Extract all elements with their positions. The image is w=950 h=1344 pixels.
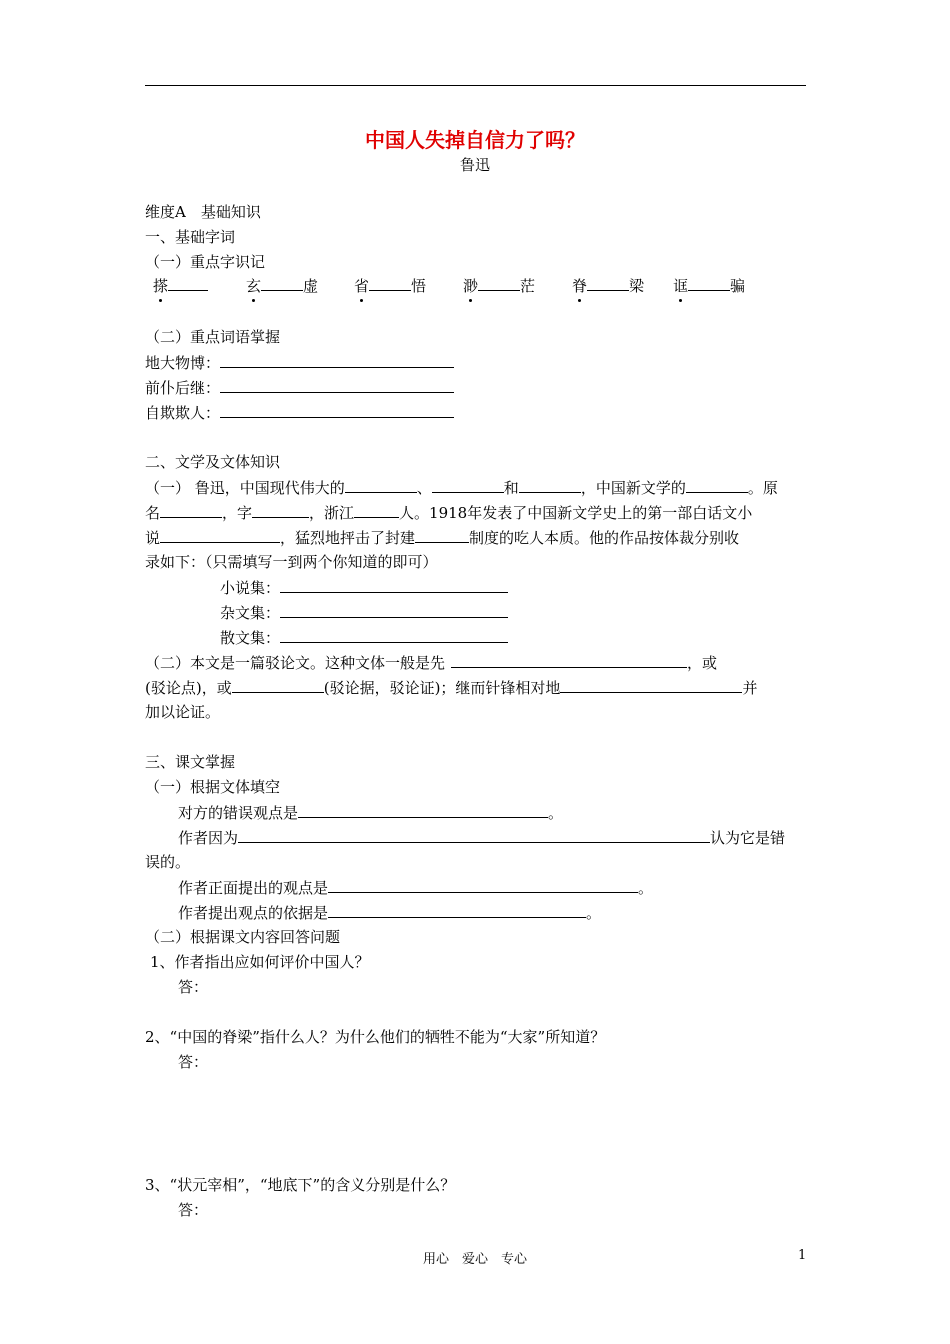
- text: 。: [586, 904, 602, 922]
- fill-line: [178, 877, 653, 898]
- term-label: 地大物博：: [145, 354, 221, 372]
- blank: [328, 902, 586, 918]
- blank: [280, 577, 508, 593]
- subsection-heading: （二）根据课文内容回答问题: [145, 928, 341, 946]
- page-number: 1: [798, 1248, 807, 1263]
- paragraph-line: [145, 502, 752, 523]
- blank: [160, 527, 280, 543]
- char-tail: 悟: [411, 277, 427, 295]
- blank: [519, 477, 581, 493]
- term-item: [145, 377, 454, 398]
- char-tail: 茫: [520, 277, 536, 295]
- blank: [688, 275, 730, 291]
- char-tail: 梁: [629, 277, 645, 295]
- text: 说: [145, 529, 161, 547]
- dotted-char: 省: [354, 277, 370, 295]
- text: （二）本文是一篇驳论文。这种文体一般是先: [145, 654, 446, 672]
- char-item: [246, 275, 318, 296]
- text: （一） 鲁迅，中国现代伟大的: [145, 479, 345, 497]
- text: 、: [416, 479, 432, 497]
- subsection-heading: （一）重点字识记: [145, 253, 266, 271]
- text: 作者提出观点的依据是: [178, 904, 329, 922]
- char-item: [354, 275, 426, 296]
- text: 并: [742, 679, 758, 697]
- text: 。原: [747, 479, 778, 497]
- header-rule: [145, 85, 806, 86]
- text: 。: [548, 804, 564, 822]
- section-3-heading: 三、课文掌握: [145, 753, 236, 771]
- text: ，浙江: [309, 504, 355, 522]
- page-title: 中国人失掉自信力了吗？: [365, 128, 585, 152]
- section-1-heading: 一、基础字词: [145, 228, 236, 246]
- paragraph-line: [145, 677, 757, 698]
- dotted-char: 玄: [246, 277, 262, 295]
- fill-line: [178, 802, 563, 823]
- blank: [168, 275, 208, 291]
- fill-line: [178, 827, 785, 848]
- blank: [160, 502, 222, 518]
- blank: [220, 402, 454, 418]
- char-tail: 虚: [303, 277, 319, 295]
- answer-label: 答：: [178, 1201, 209, 1219]
- subsection-heading: （一）根据文体填空: [145, 778, 281, 796]
- section-2-heading: 二、文学及文体知识: [145, 453, 281, 471]
- text: 。: [638, 879, 654, 897]
- blank: [220, 352, 454, 368]
- blank: [415, 527, 469, 543]
- blank: [261, 275, 303, 291]
- answer-label: 答：: [178, 1053, 209, 1071]
- text: 制度的吃人本质。他的作品按体裁分别收: [469, 529, 740, 547]
- blank: [280, 627, 508, 643]
- blank: [220, 377, 454, 393]
- blank: [298, 802, 548, 818]
- term-item: [145, 402, 454, 423]
- blank: [252, 502, 309, 518]
- blank: [587, 275, 629, 291]
- blank: [369, 275, 411, 291]
- dotted-char: 渺: [463, 277, 479, 295]
- question-3: 3、“状元宰相”，“地底下”的含义分别是什么？: [145, 1176, 456, 1194]
- text: 作者正面提出的观点是: [178, 879, 329, 897]
- char-item: [463, 275, 535, 296]
- blank: [686, 477, 748, 493]
- collection-label: 小说集：: [220, 579, 281, 597]
- collection-item: [220, 577, 508, 598]
- text: ，中国新文学的: [580, 479, 686, 497]
- text: (驳论据，驳论证)；继而针锋相对地: [323, 679, 561, 697]
- text: 作者因为: [178, 829, 239, 847]
- page-footer: 用心 爱心 专心: [422, 1252, 527, 1267]
- paragraph-line: 加以论证。: [145, 703, 221, 721]
- text: 对方的错误观点是: [178, 804, 299, 822]
- blank: [451, 652, 687, 668]
- text: (驳论点)，或: [145, 679, 232, 697]
- text: 认为它是错: [710, 829, 786, 847]
- collection-item: [220, 627, 508, 648]
- text: 名: [145, 504, 161, 522]
- dimension-heading: 维度A 基础知识: [145, 203, 261, 221]
- subsection-heading: （二）重点词语掌握: [145, 328, 281, 346]
- question-1: 1、作者指出应如何评价中国人？: [150, 953, 370, 971]
- term-item: [145, 352, 454, 373]
- blank: [232, 677, 324, 693]
- fill-line: 误的。: [145, 853, 191, 871]
- author: 鲁迅: [459, 156, 490, 174]
- dotted-char: 诓: [673, 277, 689, 295]
- collection-label: 杂文集：: [220, 604, 281, 622]
- blank: [280, 602, 508, 618]
- collection-item: [220, 602, 508, 623]
- term-label: 自欺欺人：: [145, 404, 221, 422]
- blank: [560, 677, 742, 693]
- question-2: 2、“中国的脊梁”指什么人？为什么他们的牺牲不能为“大家”所知道？: [145, 1028, 606, 1046]
- blank: [328, 877, 638, 893]
- char-item: [673, 275, 745, 296]
- collection-label: 散文集：: [220, 629, 281, 647]
- char-tail: 骗: [730, 277, 746, 295]
- answer-label: 答：: [178, 978, 209, 996]
- char-item: [153, 275, 208, 296]
- dotted-char: 搽: [153, 277, 169, 295]
- paragraph-line: [145, 652, 717, 673]
- term-label: 前仆后继：: [145, 379, 221, 397]
- text: 和: [503, 479, 519, 497]
- blank: [478, 275, 520, 291]
- blank: [345, 477, 417, 493]
- blank: [238, 827, 710, 843]
- dotted-char: 脊: [572, 277, 588, 295]
- paragraph-line: [145, 477, 778, 498]
- blank: [354, 502, 399, 518]
- text: ，猛烈地抨击了封建: [280, 529, 416, 547]
- paragraph-line: 录如下：（只需填写一到两个你知道的即可）: [145, 553, 438, 571]
- text: 人。1918年发表了中国新文学史上的第一部白话文小: [399, 504, 753, 522]
- paragraph-line: [145, 527, 739, 548]
- fill-line: [178, 902, 601, 923]
- text: ，字: [222, 504, 253, 522]
- text: ，或: [687, 654, 718, 672]
- blank: [432, 477, 504, 493]
- char-item: [572, 275, 644, 296]
